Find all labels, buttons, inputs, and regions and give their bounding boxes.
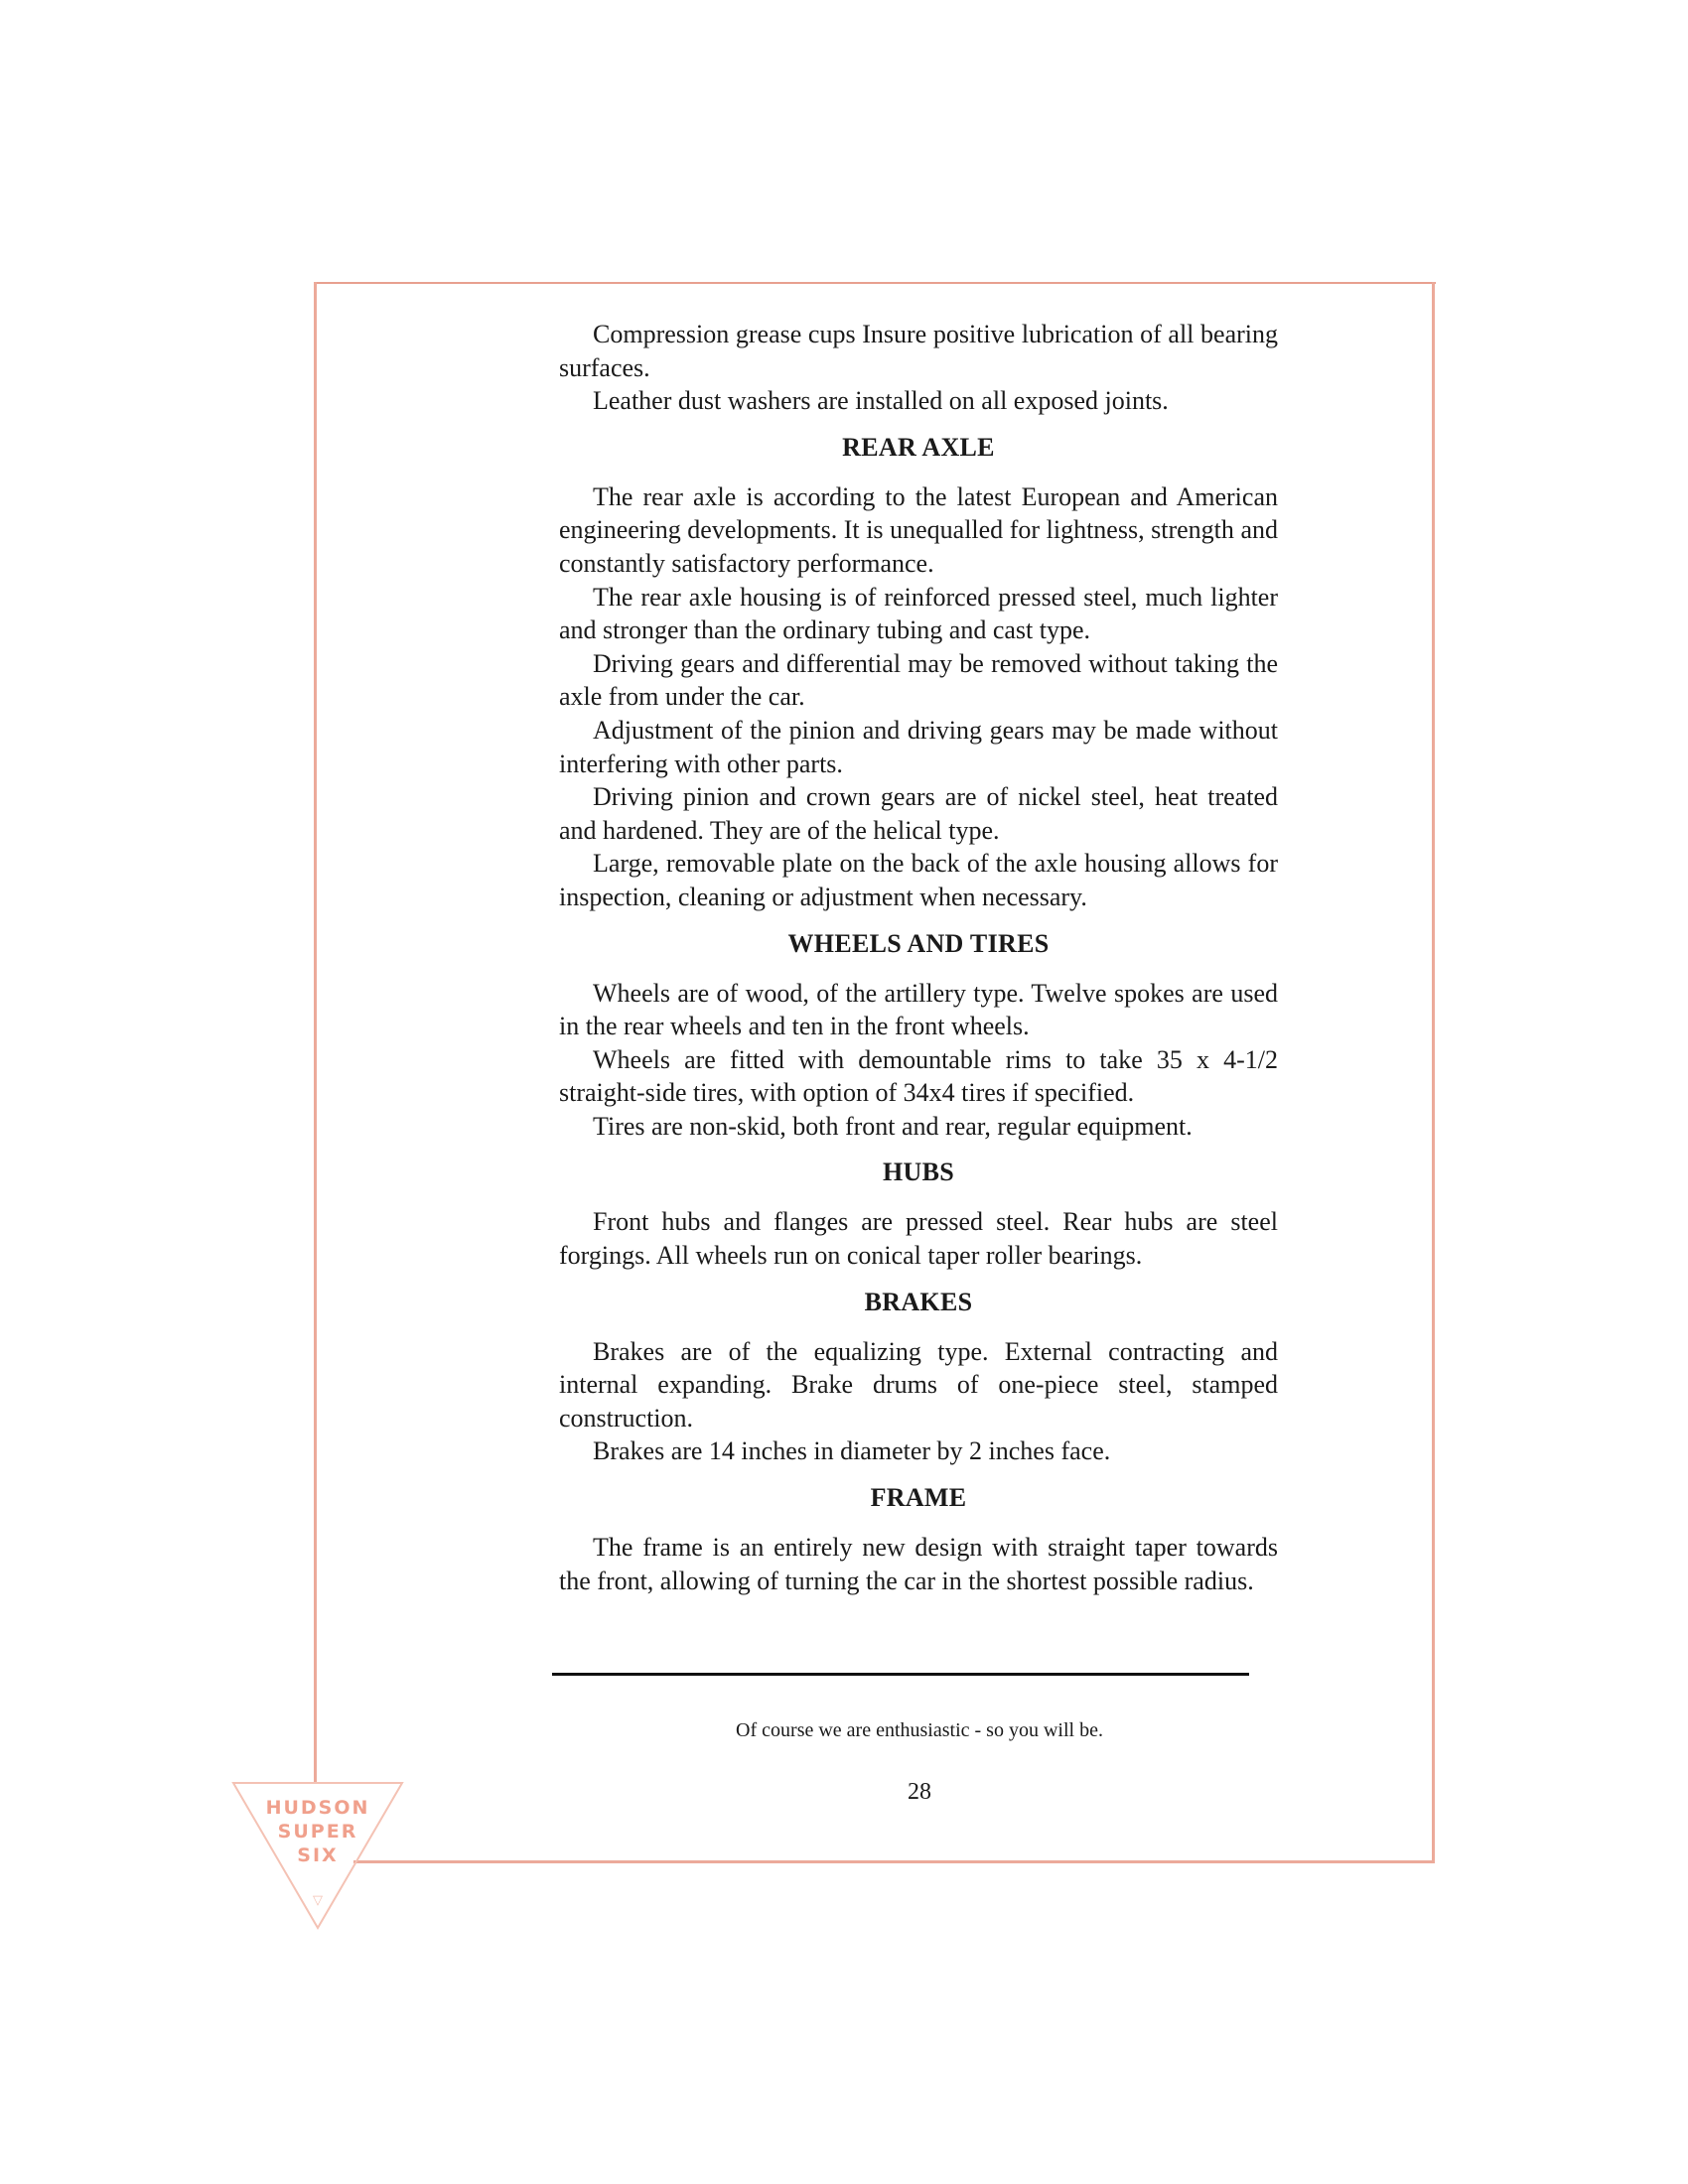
paragraph: Driving gears and differential may be removed without taking the axle from under the car. — [559, 648, 1278, 712]
page-border-right — [1432, 282, 1435, 1860]
paragraph: Adjustment of the pinion and driving gears may be made without interfering with other parts. — [559, 715, 1278, 778]
paragraph: Tires are non-skid, both front and rear, regular equipment. — [593, 1111, 1193, 1141]
section-heading: HUBS — [882, 1158, 954, 1187]
section-hubs — [559, 1156, 1278, 1272]
paragraph: Driving pinion and crown gears are of nickel steel, heat treated and hardened. They are of the helical type. — [559, 782, 1278, 845]
paragraph: Large, removable plate on the back of the axle housing allows for inspection, cleaning or adjustment when necessary. — [559, 849, 1278, 911]
paragraph: The rear axle is according to the latest European and American engineering developments. It is unequalled for lightness, strength and constantly satisfactory performance. — [559, 481, 1278, 578]
svg-text:▽: ▽ — [313, 1893, 323, 1908]
page-border-left — [314, 282, 317, 1783]
footer-divider — [552, 1673, 1249, 1676]
paragraph: The rear axle housing is of reinforced pressed steel, much lighter and stronger than the ordinary tubing and cast type. — [559, 582, 1278, 645]
section-heading: BRAKES — [864, 1287, 973, 1316]
paragraph: Compression grease cups Insure positive lubrication of all bearing surfaces. — [559, 320, 1278, 382]
paragraph: Front hubs and flanges are pressed steel. Rear hubs are steel forgings. All wheels run on conical taper roller bearings. — [559, 1207, 1278, 1271]
section-heading: REAR AXLE — [842, 432, 995, 462]
section-heading: FRAME — [870, 1483, 967, 1513]
section-heading: WHEELS AND TIRES — [787, 928, 1050, 958]
logo-text-line: SIX — [297, 1844, 339, 1866]
paragraph: Brakes are of the equalizing type. External contracting and internal expanding. Brake drums of one-piece steel, stamped construction. — [559, 1336, 1278, 1433]
page-number: 28 — [908, 1779, 931, 1805]
section-wheels-and-tires — [559, 927, 1278, 1144]
paragraph: Leather dust washers are installed on all exposed joints. — [593, 386, 1169, 416]
paragraph: Wheels are of wood, of the artillery type. Twelve spokes are used in the rear wheels and ten in the front wheels. — [559, 978, 1278, 1041]
footer-tagline: Of course we are enthusiastic - so you will be. — [736, 1719, 1103, 1741]
section-brakes — [559, 1286, 1278, 1468]
body-text — [559, 318, 1278, 1597]
paragraph: Wheels are fitted with demountable rims to take 35 x 4-1/2 straight-side tires, with option of 34x4 tires if specified. — [559, 1044, 1278, 1108]
page-border-bottom — [353, 1860, 1435, 1863]
logo-text-line: HUDSON — [265, 1797, 370, 1819]
section-frame — [559, 1481, 1278, 1597]
section-rear-axle — [559, 431, 1278, 914]
section-intro — [559, 318, 1278, 418]
paragraph: Brakes are 14 inches in diameter by 2 inches face. — [593, 1436, 1111, 1466]
page-border-top — [314, 282, 1436, 284]
hudson-super-six-logo — [230, 1781, 405, 1930]
paragraph: The frame is an entirely new design with straight taper towards the front, allowing of turning the car in the shortest possible radius. — [559, 1533, 1278, 1595]
logo-text-line: SUPER — [277, 1821, 358, 1843]
